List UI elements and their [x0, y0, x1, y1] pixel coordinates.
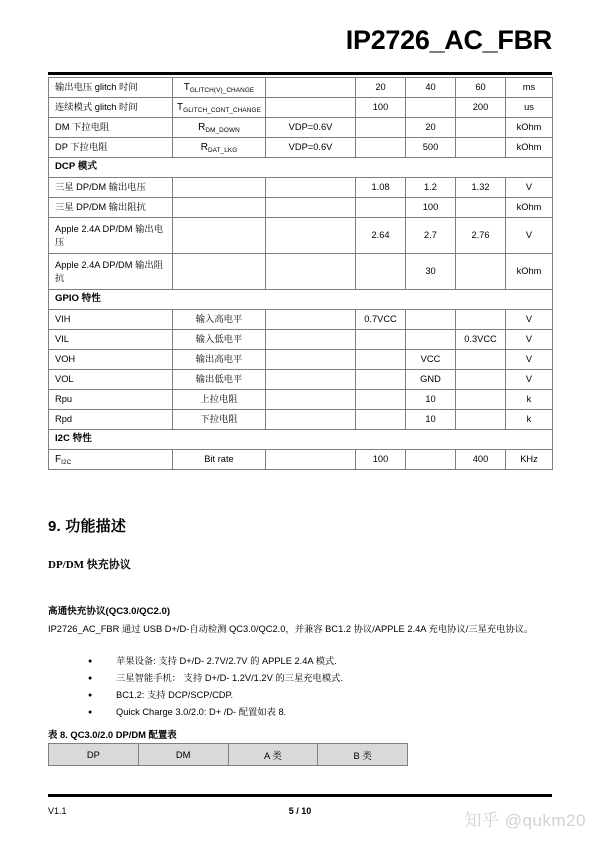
cell-min	[356, 138, 406, 158]
section-heading: 9. 功能描述	[48, 518, 127, 535]
cell-min	[356, 118, 406, 138]
cell-symbol: $R_{DM\_DOWN}$	[173, 118, 266, 138]
cell-unit: ms	[506, 78, 553, 98]
cell-unit: kOhm	[506, 138, 553, 158]
cell-max: 2.76	[456, 218, 506, 254]
cell-parameter: VIH	[49, 310, 173, 330]
cell-unit: V	[506, 370, 553, 390]
cell-parameter: Apple 2.4A DP/DM 输出阻抗	[49, 254, 173, 290]
table-row	[49, 310, 553, 330]
cell-max	[456, 118, 506, 138]
cell-unit: kOhm	[506, 118, 553, 138]
cell-typ: 2.7	[406, 218, 456, 254]
cell-unit: k	[506, 390, 553, 410]
table-row	[49, 218, 553, 254]
cell-parameter: DM 下拉电阻	[49, 118, 173, 138]
cell-max: 60	[456, 78, 506, 98]
body-paragraph: IP2726_AC_FBR 通过 USB D+/D-自动检测 QC3.0/QC2.0，并兼容 BC1.2 协议/APPLE 2.4A 充电协议/三星充电协议。	[48, 624, 534, 634]
cell-typ: 40	[406, 78, 456, 98]
page-title: IP2726_AC_FBR	[345, 25, 552, 55]
cell-unit: V	[506, 218, 553, 254]
cell-condition	[266, 78, 356, 98]
cell-parameter: 连续模式 glitch 时间	[49, 98, 173, 118]
sub-heading-secondary: 高通快充协议(QC3.0/QC2.0)	[48, 606, 171, 617]
cell-condition	[266, 98, 356, 118]
cell-symbol: 上拉电阻	[173, 390, 266, 410]
cell-parameter: 输出电压 glitch 时间	[49, 78, 173, 98]
cell-unit: V	[506, 178, 553, 198]
cell-symbol: $R_{DAT\_LKG}$	[173, 138, 266, 158]
list-item: ● BC1.2: 支持 DCP/SCP/CDP.	[88, 687, 552, 704]
table-column-header: DM	[138, 744, 228, 766]
cell-typ: 20	[406, 118, 456, 138]
cell-unit: V	[506, 330, 553, 350]
cell-symbol: $T_{GLITCH(V)\_CHANGE}$	[173, 78, 266, 98]
cell-symbol: 输入低电平	[173, 330, 266, 350]
cell-parameter: 三星 DP/DM 输出电压	[49, 178, 173, 198]
cell-parameter: DP 下拉电阻	[49, 138, 173, 158]
cell-condition	[266, 370, 356, 390]
table-row	[49, 254, 553, 290]
cell-max	[456, 310, 506, 330]
cell-typ: 500	[406, 138, 456, 158]
cell-typ: 10	[406, 410, 456, 430]
cell-condition	[266, 218, 356, 254]
cell-symbol: 下拉电阻	[173, 410, 266, 430]
cell-symbol	[173, 178, 266, 198]
cell-symbol	[173, 198, 266, 218]
cell-min	[356, 410, 406, 430]
cell-parameter: Rpd	[49, 410, 173, 430]
cell-symbol: 输出低电平	[173, 370, 266, 390]
cell-condition	[266, 178, 356, 198]
cell-min	[356, 390, 406, 410]
cell-parameter: VOH	[49, 350, 173, 370]
specifications-table	[48, 77, 553, 470]
header-divider	[48, 72, 552, 75]
table-row	[49, 198, 553, 218]
footer-page-number: 5 / 10	[288, 806, 312, 816]
cell-unit: kOhm	[506, 198, 553, 218]
cell-typ: 10	[406, 390, 456, 410]
cell-min	[356, 330, 406, 350]
footer-divider	[48, 794, 552, 797]
table-row	[49, 78, 553, 98]
cell-unit: V	[506, 310, 553, 330]
cell-parameter: Apple 2.4A DP/DM 输出电压	[49, 218, 173, 254]
cell-min	[356, 198, 406, 218]
cell-parameter: VOL	[49, 370, 173, 390]
cell-symbol	[173, 254, 266, 290]
cell-condition: VDP=0.6V	[266, 138, 356, 158]
cell-min: 20	[356, 78, 406, 98]
cell-symbol	[173, 218, 266, 254]
cell-parameter: $F_{I2C}$	[49, 450, 173, 470]
cell-min: 0.7VCC	[356, 310, 406, 330]
cell-symbol: 输入高电平	[173, 310, 266, 330]
cell-min	[356, 254, 406, 290]
list-item: ● 三星智能手机： 支持 D+/D- 1.2V/1.2V 的三星充电模式.	[88, 670, 552, 687]
cell-typ	[406, 330, 456, 350]
table-row	[49, 290, 553, 310]
cell-parameter: Rpu	[49, 390, 173, 410]
cell-unit: kOhm	[506, 254, 553, 290]
cell-max: 0.3VCC	[456, 330, 506, 350]
cell-min: 100	[356, 450, 406, 470]
table-row	[49, 350, 553, 370]
cell-parameter: VIL	[49, 330, 173, 350]
table-section-label: GPIO 特性	[49, 290, 553, 310]
cell-unit: KHz	[506, 450, 553, 470]
table8-caption: 表 8. QC3.0/2.0 DP/DM 配置表	[48, 729, 177, 740]
cell-typ: 30	[406, 254, 456, 290]
cell-typ: VCC	[406, 350, 456, 370]
table-row	[49, 330, 553, 350]
cell-typ	[406, 98, 456, 118]
table-row	[49, 450, 553, 470]
cell-condition	[266, 310, 356, 330]
list-item: ● Quick Charge 3.0/2.0: D+ /D- 配置如表 8.	[88, 704, 552, 721]
table-row	[49, 370, 553, 390]
cell-condition	[266, 350, 356, 370]
list-item: ● 苹果设备: 支持 D+/D- 2.7V/2.7V 的 APPLE 2.4A 模式.	[88, 653, 552, 670]
sub-heading: DP/DM 快充协议	[48, 559, 131, 571]
cell-unit: us	[506, 98, 553, 118]
table-column-header: A 类	[228, 744, 318, 766]
cell-symbol: 输出高电平	[173, 350, 266, 370]
cell-max	[456, 198, 506, 218]
table-section-label: DCP 模式	[49, 158, 553, 178]
cell-typ: 1.2	[406, 178, 456, 198]
cell-condition	[266, 410, 356, 430]
cell-typ: 100	[406, 198, 456, 218]
cell-max	[456, 254, 506, 290]
cell-condition	[266, 254, 356, 290]
table-row	[49, 430, 553, 450]
cell-condition: VDP=0.6V	[266, 118, 356, 138]
watermark: 知乎 @qukm20	[464, 811, 586, 830]
cell-max: 200	[456, 98, 506, 118]
table-row	[49, 98, 553, 118]
table-row	[49, 410, 553, 430]
cell-condition	[266, 330, 356, 350]
cell-max	[456, 350, 506, 370]
table-row	[49, 138, 553, 158]
footer-version: V1.1	[48, 806, 67, 816]
cell-typ	[406, 310, 456, 330]
cell-condition	[266, 198, 356, 218]
cell-min: 1.08	[356, 178, 406, 198]
table-row	[49, 158, 553, 178]
cell-typ	[406, 450, 456, 470]
cell-min	[356, 350, 406, 370]
feature-bullet-list	[88, 653, 552, 721]
cell-symbol: $T_{GLITCH\_CONT\_CHANGE}$	[173, 98, 266, 118]
table-row	[49, 118, 553, 138]
cell-symbol: Bit rate	[173, 450, 266, 470]
qc-configuration-table	[48, 743, 408, 766]
cell-max	[456, 138, 506, 158]
cell-min	[356, 370, 406, 390]
table-row	[49, 390, 553, 410]
table-column-header: B 类	[318, 744, 408, 766]
cell-typ: GND	[406, 370, 456, 390]
cell-max: 400	[456, 450, 506, 470]
document-header	[48, 26, 552, 54]
cell-max: 1.32	[456, 178, 506, 198]
cell-unit: k	[506, 410, 553, 430]
cell-max	[456, 370, 506, 390]
cell-max	[456, 410, 506, 430]
cell-condition	[266, 390, 356, 410]
cell-min: 100	[356, 98, 406, 118]
cell-unit: V	[506, 350, 553, 370]
cell-parameter: 三星 DP/DM 输出阻抗	[49, 198, 173, 218]
table-column-header: DP	[49, 744, 139, 766]
cell-max	[456, 390, 506, 410]
table-section-label: I2C 特性	[49, 430, 553, 450]
cell-min: 2.64	[356, 218, 406, 254]
table-header-row	[49, 744, 408, 766]
table-row	[49, 178, 553, 198]
cell-condition	[266, 450, 356, 470]
